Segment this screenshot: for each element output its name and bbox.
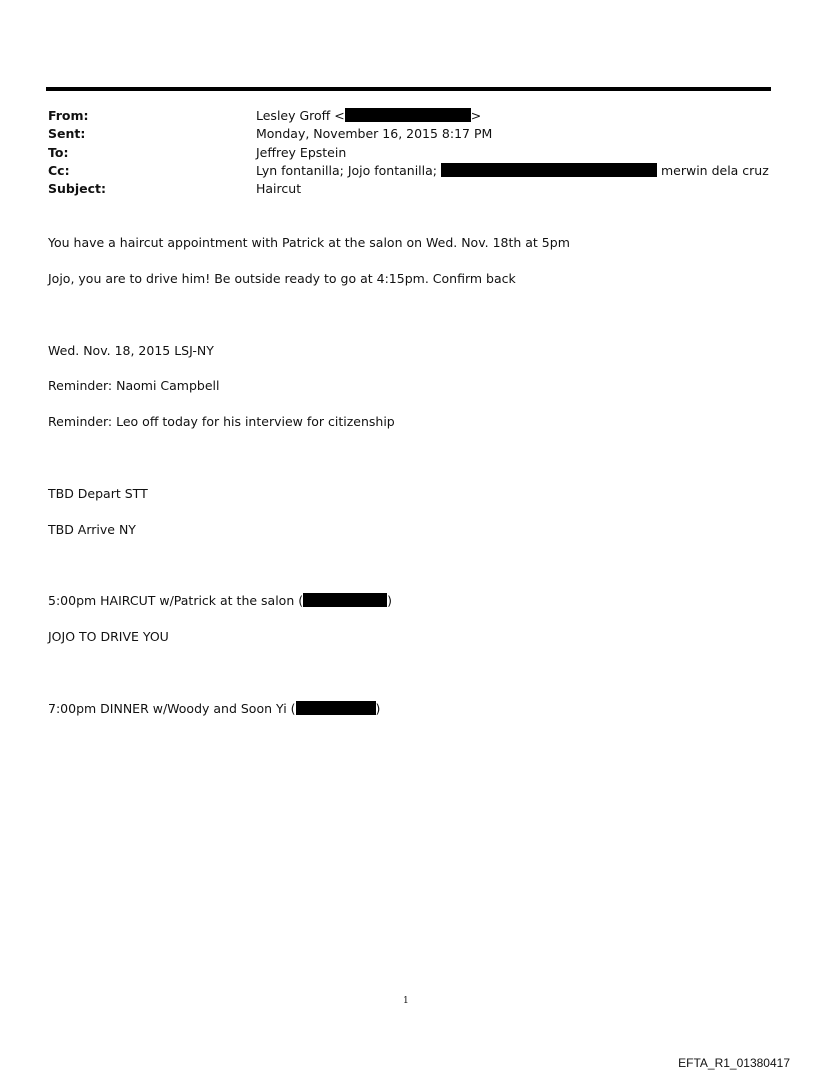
from-name: Lesley Groff <	[256, 108, 345, 123]
body-line: TBD Arrive NY	[48, 522, 136, 537]
subject-value: Haircut	[256, 181, 302, 196]
from-value	[256, 107, 481, 125]
haircut-text: 5:00pm HAIRCUT w/Patrick at the salon (	[48, 593, 304, 608]
body-line: TBD Depart STT	[48, 486, 148, 501]
body-line: Reminder: Naomi Campbell	[48, 378, 220, 393]
bates-number: EFTA_R1_01380417	[678, 1056, 790, 1070]
body-line: Reminder: Leo off today for his interview for citizenship	[48, 414, 395, 429]
dinner-text: 7:00pm DINNER w/Woody and Soon Yi (	[48, 701, 296, 716]
sent-value: Monday, November 16, 2015 8:17 PM	[256, 126, 493, 141]
paren-close: )	[375, 701, 381, 716]
sent-label: Sent:	[48, 126, 86, 141]
paren-close: )	[387, 593, 392, 608]
subject-label: Subject:	[48, 181, 106, 196]
body-line	[48, 700, 380, 718]
cc-label: Cc:	[48, 163, 70, 178]
from-tail: >	[470, 108, 482, 123]
body-line: Wed. Nov. 18, 2015 LSJ-NY	[48, 343, 214, 358]
header-rule	[46, 87, 771, 91]
to-value: Jeffrey Epstein	[256, 145, 347, 160]
page-number: 1	[403, 996, 409, 1006]
body-line: Jojo, you are to drive him! Be outside ready to go at 4:15pm. Confirm back	[48, 271, 516, 286]
cc-value	[256, 162, 769, 180]
body-line: You have a haircut appointment with Patrick at the salon on Wed. Nov. 18th at 5pm	[48, 235, 570, 250]
redaction-bar	[296, 701, 376, 715]
redaction-bar	[441, 163, 657, 177]
redaction-bar	[345, 108, 471, 122]
body-line	[48, 592, 392, 610]
from-label: From:	[48, 108, 89, 123]
cc-recipient-last: merwin dela cruz	[660, 163, 769, 178]
cc-recipients: Lyn fontanilla; Jojo fontanilla;	[256, 163, 437, 178]
body-line: JOJO TO DRIVE YOU	[48, 629, 169, 644]
to-label: To:	[48, 145, 69, 160]
redaction-bar	[303, 593, 387, 607]
